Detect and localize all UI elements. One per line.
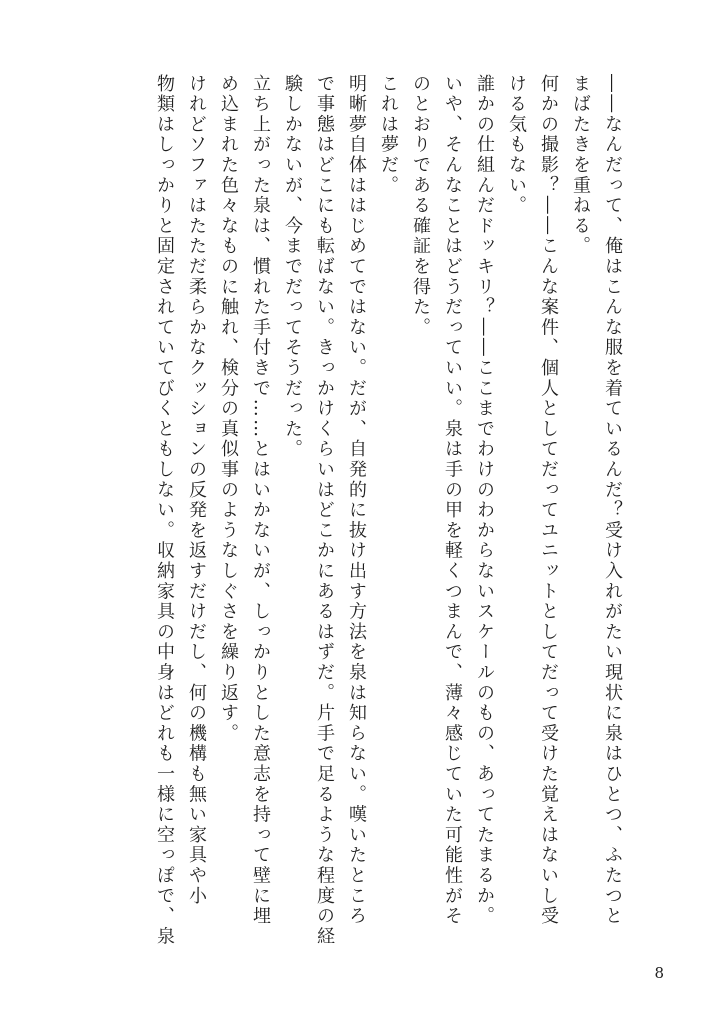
text-line: いや、そんなことはどうだっていい。泉は手の甲を軽くつまんで、薄々感じていた可能性がそ [442,74,463,927]
text-line: 何かの撮影？――こんな案件、個人としてだってユニットとしてだって受けた覚えはないし受 [538,74,559,927]
text-line: 験しかないが、今までだってそうだった。 [282,74,303,460]
text-line: で事態はどこにも転ばない。きっかけくらいはどこかにあるはずだ。片手で足るような程度の経 [314,74,335,947]
page-number: 8 [654,964,664,982]
text-line: 誰かの仕組んだドッキリ？――ここまでわけのわからないスケールのもの、あってたまるか。 [474,74,495,927]
text-line: め込まれた色々なものに触れ、検分の真似事のようなしぐさを繰り返す。 [218,74,239,744]
vertical-text-body [148,74,628,974]
text-line: のとおりである確証を得た。 [410,74,431,338]
text-line: 物類はしっかりと固定されていてびくともしない。収納家具の中身はどれも一様に空っぽで、泉 [154,74,175,947]
text-line: けれどソファはたただ柔らかなクッションの反発を返すだけだし、何の機構も無い家具や小 [186,74,207,907]
text-line: 明晰夢自体ははじめてではない。だが、自発的に抜け出す方法を泉は知らない。嘆いたところ [346,74,367,927]
text-line: ――なんだって、俺はこんな服を着ているんだ？受け入れがたい現状に泉はひとつ、ふたつと [602,74,623,927]
text-line: 立ち上がった泉は、慣れた手付きで……とはいかないが、しっかりとした意志を持って壁に埋 [250,74,271,927]
text-line: ける気もない。 [506,74,527,217]
text-line: これは夢だ。 [378,74,399,196]
text-line: まばたきを重ねる。 [570,74,591,257]
